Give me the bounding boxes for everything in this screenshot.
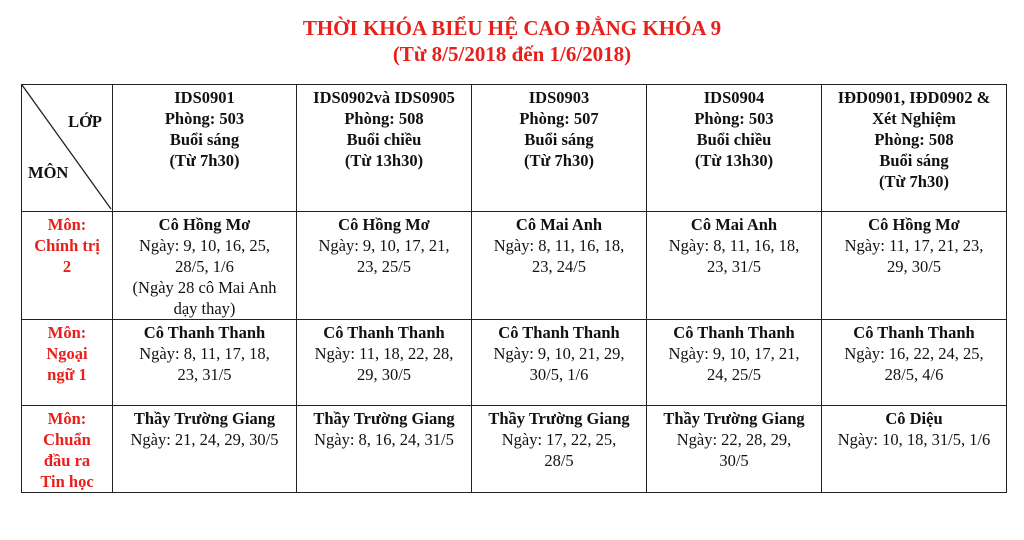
class-header-3 bbox=[472, 85, 647, 212]
teacher-name: Cô Thanh Thanh bbox=[498, 323, 620, 342]
teacher-name: Cô Mai Anh bbox=[515, 215, 603, 234]
schedule-dates: Ngày: 8, 11, 16, 18, bbox=[493, 236, 625, 255]
class-session: Buổi chiều bbox=[696, 130, 772, 149]
schedule-dates: Ngày: 21, 24, 29, 30/5 bbox=[130, 430, 279, 449]
schedule-dates: Ngày: 17, 22, 25, bbox=[501, 430, 617, 449]
schedule-cell bbox=[113, 212, 297, 320]
teacher-name: Thầy Trường Giang bbox=[488, 409, 630, 428]
subject-label bbox=[22, 320, 113, 406]
schedule-cell bbox=[297, 212, 472, 320]
class-header-1 bbox=[113, 85, 297, 212]
schedule-cell bbox=[297, 406, 472, 493]
schedule-dates: Ngày: 11, 17, 21, 23, bbox=[844, 236, 984, 255]
class-session: Buổi sáng bbox=[524, 130, 594, 149]
teacher-name: Cô Thanh Thanh bbox=[853, 323, 975, 342]
subject-label-line: 2 bbox=[62, 257, 72, 276]
page-subtitle: (Từ 8/5/2018 đến 1/6/2018) bbox=[392, 42, 632, 66]
schedule-dates: 28/5 bbox=[544, 451, 574, 470]
diagonal-divider bbox=[22, 85, 113, 209]
corner-subject-label: MÔN bbox=[28, 163, 69, 182]
class-time: (Từ 7h30) bbox=[169, 151, 240, 170]
corner-class-label: LỚP bbox=[68, 112, 102, 131]
teacher-name: Cô Diệu bbox=[885, 409, 943, 428]
schedule-dates: 29, 30/5 bbox=[356, 365, 412, 384]
schedule-dates: Ngày: 9, 10, 16, 25, bbox=[138, 236, 271, 255]
teacher-name: Cô Thanh Thanh bbox=[323, 323, 445, 342]
class-header-4 bbox=[647, 85, 822, 212]
schedule-note: dạy thay) bbox=[173, 299, 236, 318]
class-session: Buổi sáng bbox=[879, 151, 949, 170]
class-room: Phòng: 503 bbox=[694, 109, 774, 128]
teacher-name: Cô Mai Anh bbox=[690, 215, 778, 234]
class-code-line-2: Xét Nghiệm bbox=[872, 109, 956, 128]
timetable bbox=[21, 84, 1007, 493]
schedule-dates: 28/5, 4/6 bbox=[884, 365, 944, 384]
class-room: Phòng: 503 bbox=[164, 109, 245, 128]
schedule-dates: Ngày: 10, 18, 31/5, 1/6 bbox=[837, 430, 991, 449]
teacher-name: Cô Hồng Mơ bbox=[338, 215, 430, 234]
schedule-dates: Ngày: 9, 10, 17, 21, bbox=[318, 236, 450, 255]
class-code: IDS0903 bbox=[528, 88, 590, 107]
class-time: (Từ 13h30) bbox=[344, 151, 424, 170]
schedule-dates: Ngày: 9, 10, 21, 29, bbox=[493, 344, 625, 363]
teacher-name: Cô Thanh Thanh bbox=[143, 323, 266, 342]
teacher-name: Cô Thanh Thanh bbox=[673, 323, 795, 342]
subject-label-line: Chuẩn bbox=[43, 430, 91, 449]
class-code: IDS0901 bbox=[174, 88, 235, 107]
subject-row-it-standard bbox=[22, 406, 1007, 493]
subject-row-foreign-language bbox=[22, 320, 1007, 406]
header-row bbox=[22, 85, 1007, 212]
schedule-cell bbox=[297, 320, 472, 406]
subject-label-line: Môn: bbox=[47, 323, 87, 342]
corner-cell bbox=[22, 85, 113, 212]
schedule-dates: Ngày: 16, 22, 24, 25, bbox=[844, 344, 984, 363]
schedule-cell bbox=[822, 320, 1007, 406]
schedule-dates: Ngày: 8, 11, 16, 18, bbox=[668, 236, 800, 255]
schedule-dates: 23, 25/5 bbox=[356, 257, 412, 276]
schedule-dates: Ngày: 22, 28, 29, bbox=[676, 430, 792, 449]
subject-label bbox=[22, 212, 113, 320]
schedule-cell bbox=[647, 320, 822, 406]
schedule-dates: 23, 31/5 bbox=[177, 365, 232, 384]
schedule-dates: 30/5 bbox=[719, 451, 749, 470]
class-code: IDS0902và IDS0905 bbox=[313, 88, 455, 107]
class-room: Phòng: 508 bbox=[874, 130, 954, 149]
class-header-2 bbox=[297, 85, 472, 212]
schedule-dates: 28/5, 1/6 bbox=[175, 257, 234, 276]
class-code: IĐD0901, IĐD0902 & bbox=[837, 88, 991, 107]
subject-label-line: Chính trị bbox=[34, 236, 100, 255]
schedule-cell bbox=[472, 406, 647, 493]
subject-row-politics bbox=[22, 212, 1007, 320]
page-title: THỜI KHÓA BIỂU HỆ CAO ĐẲNG KHÓA 9 bbox=[302, 16, 722, 40]
schedule-dates: 23, 24/5 bbox=[531, 257, 587, 276]
class-time: (Từ 7h30) bbox=[879, 172, 949, 191]
class-header-5 bbox=[822, 85, 1007, 212]
schedule-cell bbox=[472, 320, 647, 406]
schedule-cell bbox=[822, 406, 1007, 493]
schedule-dates: Ngày: 8, 11, 17, 18, bbox=[139, 344, 270, 363]
schedule-cell bbox=[113, 320, 297, 406]
teacher-name: Cô Hồng Mơ bbox=[868, 215, 960, 234]
schedule-dates: Ngày: 11, 18, 22, 28, bbox=[314, 344, 454, 363]
class-time: (Từ 7h30) bbox=[524, 151, 594, 170]
schedule-cell bbox=[472, 212, 647, 320]
subject-label-line: Ngoại bbox=[46, 344, 88, 363]
schedule-dates: Ngày: 8, 16, 24, 31/5 bbox=[314, 430, 454, 449]
class-code: IDS0904 bbox=[703, 88, 765, 107]
class-session: Buổi chiều bbox=[346, 130, 422, 149]
schedule-cell bbox=[822, 212, 1007, 320]
schedule-dates: 30/5, 1/6 bbox=[529, 365, 589, 384]
subject-label-line: Môn: bbox=[47, 409, 87, 428]
class-room: Phòng: 507 bbox=[519, 109, 599, 128]
class-time: (Từ 13h30) bbox=[694, 151, 774, 170]
subject-label-line: Tin học bbox=[40, 472, 94, 491]
schedule-dates: 24, 25/5 bbox=[706, 365, 762, 384]
teacher-name: Thầy Trường Giang bbox=[313, 409, 455, 428]
schedule-cell bbox=[113, 406, 297, 493]
teacher-name: Thầy Trường Giang bbox=[133, 409, 276, 428]
subject-label-line: Môn: bbox=[47, 215, 87, 234]
schedule-cell bbox=[647, 212, 822, 320]
schedule-dates: Ngày: 9, 10, 17, 21, bbox=[668, 344, 800, 363]
class-session: Buổi sáng bbox=[169, 130, 240, 149]
teacher-name: Cô Hồng Mơ bbox=[158, 215, 251, 234]
subject-label-line: ngữ 1 bbox=[47, 365, 87, 384]
teacher-name: Thầy Trường Giang bbox=[663, 409, 805, 428]
schedule-cell bbox=[647, 406, 822, 493]
subject-label-line: đầu ra bbox=[43, 451, 91, 470]
schedule-note: (Ngày 28 cô Mai Anh bbox=[132, 278, 277, 297]
class-room: Phòng: 508 bbox=[344, 109, 424, 128]
schedule-dates: 29, 30/5 bbox=[886, 257, 942, 276]
schedule-dates: 23, 31/5 bbox=[706, 257, 762, 276]
subject-label bbox=[22, 406, 113, 493]
